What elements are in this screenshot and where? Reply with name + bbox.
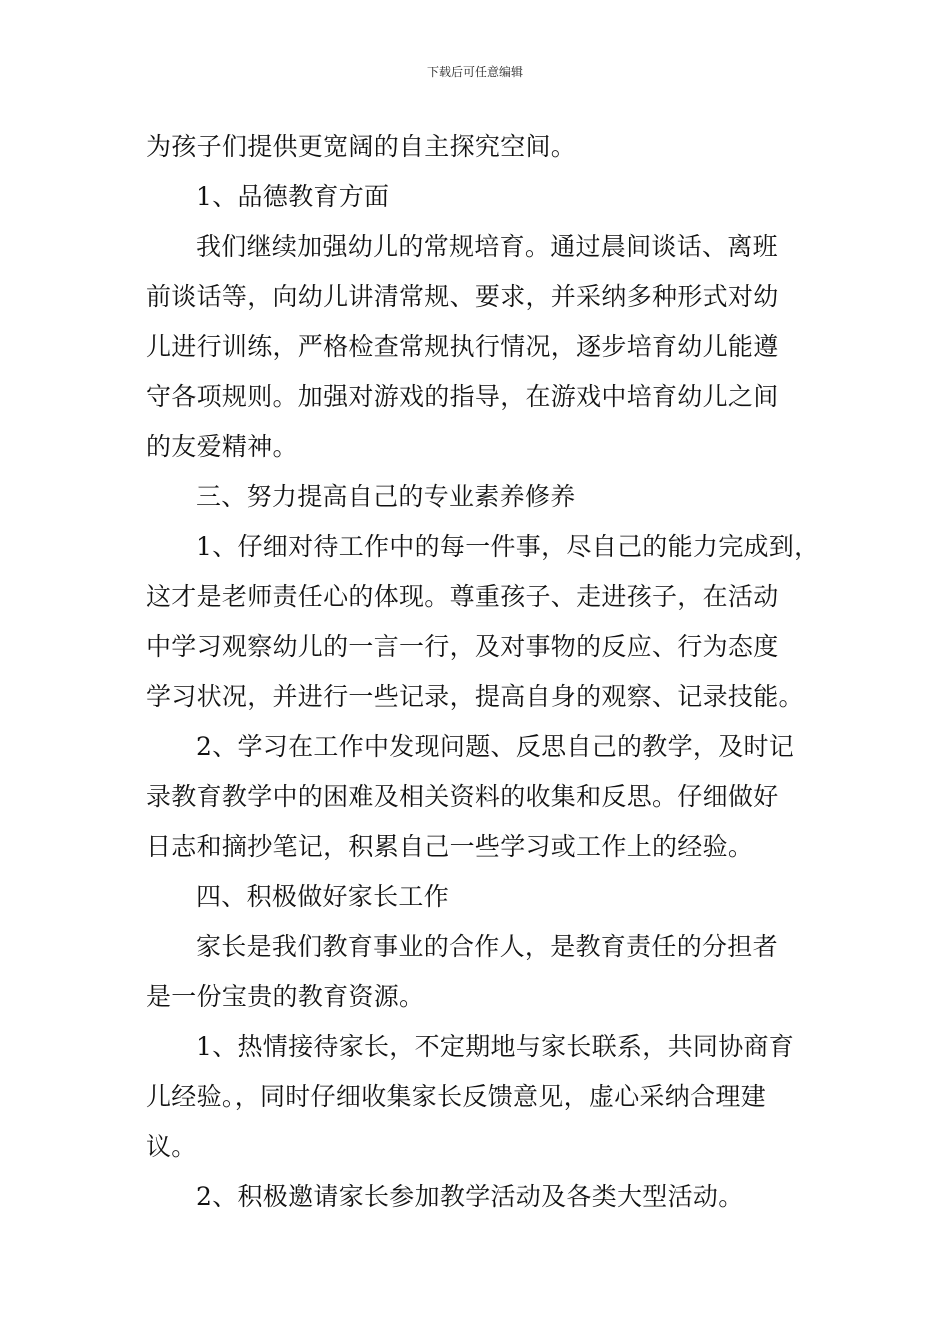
text-line: 前谈话等，向幼儿讲清常规、要求，并采纳多种形式对幼 <box>146 282 779 311</box>
body-text <box>146 122 820 1222</box>
section-heading: 三、努力提高自己的专业素养修养 <box>196 482 576 511</box>
paragraph-start: 1、仔细对待工作中的每一件事，尽自己的能力完成到， <box>196 532 820 561</box>
text-line: 学习状况，并进行一些记录，提高自身的观察、记录技能。 <box>146 682 804 711</box>
text-line: 中学习观察幼儿的一言一行，及对事物的反应、行为态度 <box>146 632 779 661</box>
paragraph-start: 1、热情接待家长，不定期地与家长联系，共同协商育 <box>196 1032 795 1061</box>
text-line: 儿经验。，同时仔细收集家长反馈意见，虚心采纳合理建 <box>146 1082 767 1111</box>
header-watermark: 下载后可任意编辑 <box>426 65 523 79</box>
paragraph-start: 2、学习在工作中发现问题、反思自己的教学，及时记 <box>196 732 795 761</box>
text-line: 日志和摘抄笔记，积累自己一些学习或工作上的经验。 <box>146 832 754 861</box>
text-line: 的友爱精神。 <box>146 432 298 461</box>
paragraph-start: 我们继续加强幼儿的常规培育。通过晨间谈话、离班 <box>196 232 778 261</box>
text-line: 录教育教学中的困难及相关资料的收集和反思。仔细做好 <box>146 782 779 811</box>
text-line: 儿进行训练，严格检查常规执行情况，逐步培育幼儿能遵 <box>146 332 779 361</box>
section-heading: 四、积极做好家长工作 <box>196 882 450 911</box>
text-line: 议。 <box>146 1132 197 1161</box>
text-line: 为孩子们提供更宽阔的自主探究空间。 <box>146 132 577 161</box>
paragraph-start: 2、积极邀请家长参加教学活动及各类大型活动。 <box>196 1182 744 1211</box>
text-line: 是一份宝贵的教育资源。 <box>146 982 425 1011</box>
paragraph-start: 家长是我们教育事业的合作人，是教育责任的分担者 <box>196 932 778 961</box>
text-line: 守各项规则。加强对游戏的指导，在游戏中培育幼儿之间 <box>146 382 779 411</box>
text-line: 这才是老师责任心的体现。尊重孩子、走进孩子，在活动 <box>146 582 779 611</box>
section-heading: 1、品德教育方面 <box>196 182 390 211</box>
